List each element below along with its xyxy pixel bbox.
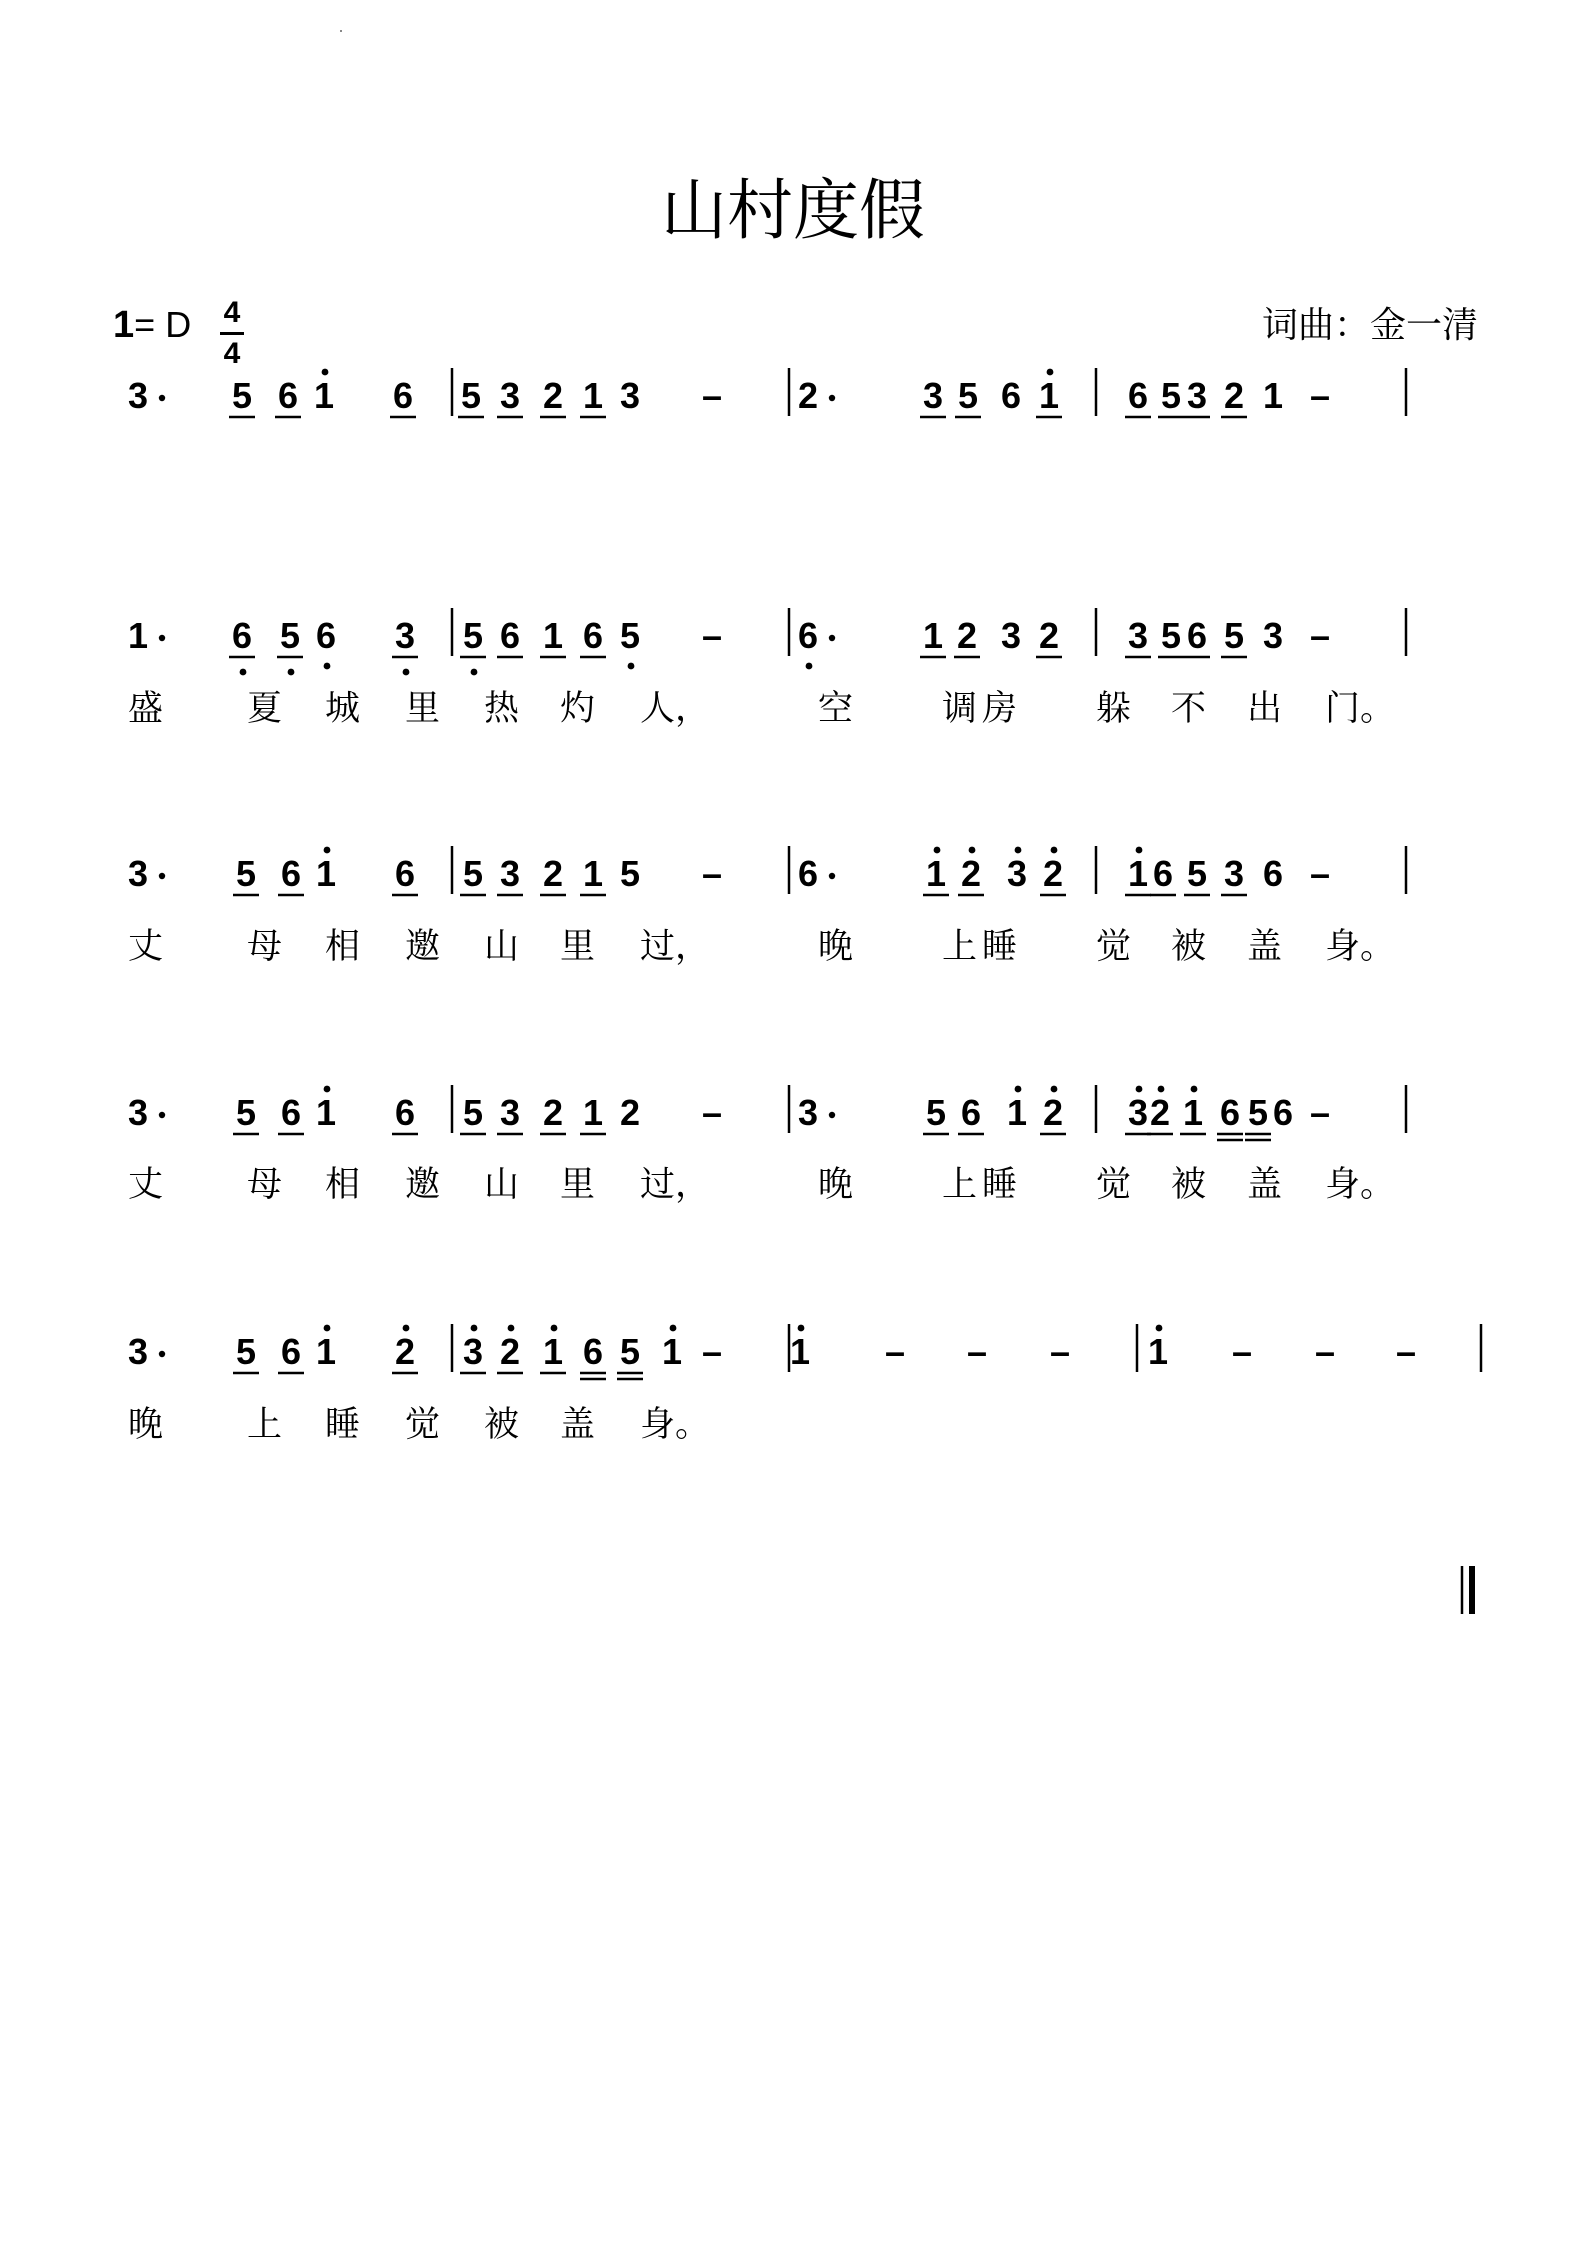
note: 1 (313, 375, 335, 416)
octave-up-dot (1136, 1086, 1143, 1093)
note: 5 (1223, 615, 1245, 656)
augmentation-dot (159, 873, 165, 879)
note: 3 (1223, 853, 1245, 894)
lyric-char: 里 (560, 927, 596, 967)
song-title: 山村度假 (661, 172, 925, 249)
lyric-char: 丈 (128, 927, 164, 967)
hold-dash: – (966, 1331, 988, 1372)
note: 6 (1152, 853, 1174, 894)
note: 1 (315, 853, 337, 894)
note: 6 (394, 853, 416, 894)
note: 1 (542, 1331, 564, 1372)
note: 6 (499, 615, 521, 656)
note: 3 (499, 1092, 521, 1133)
lyric-char: 热 (484, 689, 520, 729)
lyric-char: 被 (484, 1405, 520, 1445)
lyric-char: 城 (325, 689, 361, 729)
lyric-char: 被 (1171, 927, 1207, 967)
note: 2 (1042, 853, 1064, 894)
hold-dash: – (1309, 615, 1331, 656)
lyric-char: 丈 (128, 1165, 164, 1205)
lyric-char: 身。 (1325, 1165, 1396, 1205)
octave-up-dot (1015, 847, 1022, 854)
note: 2 (956, 615, 978, 656)
hold-dash: – (1231, 1331, 1253, 1372)
note: 5 (1247, 1092, 1269, 1133)
octave-up-dot (1051, 847, 1058, 854)
note: 2 (1223, 375, 1245, 416)
note: 5 (235, 1092, 257, 1133)
note: 2 (394, 1331, 416, 1372)
octave-up-dot (1156, 1325, 1163, 1332)
note: 2 (542, 375, 564, 416)
lyric-char: 相 (325, 927, 361, 967)
note: 3 (127, 1331, 149, 1372)
hold-dash: – (884, 1331, 906, 1372)
octave-up-dot (324, 1325, 331, 1332)
note: 3 (1127, 1092, 1149, 1133)
note: 1 (542, 615, 564, 656)
augmentation-dot (159, 395, 165, 401)
note: 3 (1006, 853, 1028, 894)
lyric-char: 睡 (982, 1165, 1018, 1205)
lyric-char: 门。 (1325, 689, 1396, 729)
lyric-char: 睡 (325, 1405, 361, 1445)
octave-down-dot (403, 669, 410, 676)
lyric-char: 邀 (405, 927, 441, 967)
note: 3 (619, 375, 641, 416)
octave-down-dot (471, 669, 478, 676)
note: 5 (235, 1331, 257, 1372)
note: 6 (1127, 375, 1149, 416)
note: 5 (1160, 615, 1182, 656)
note: 6 (280, 853, 302, 894)
note: 5 (925, 1092, 947, 1133)
lyric-char: 房 (982, 689, 1018, 729)
note: 5 (619, 853, 641, 894)
note: 2 (1149, 1092, 1171, 1133)
note: 2 (619, 1092, 641, 1133)
note: 1 (1006, 1092, 1028, 1133)
note: 5 (957, 375, 979, 416)
note: 1 (582, 853, 604, 894)
note: 6 (1272, 1092, 1294, 1133)
hold-dash: – (701, 1331, 723, 1372)
lyric-char: 调 (942, 689, 978, 729)
note: 5 (619, 615, 641, 656)
octave-up-dot (969, 847, 976, 854)
note: 2 (542, 853, 564, 894)
note: 1 (1147, 1331, 1169, 1372)
lyric-char: 灼 (560, 689, 596, 729)
note: 5 (235, 853, 257, 894)
note: 5 (460, 375, 482, 416)
hold-dash: – (1309, 853, 1331, 894)
augmentation-dot (829, 1112, 835, 1118)
lyric-char: 被 (1171, 1165, 1207, 1205)
lyric-char: 躲 (1096, 689, 1132, 729)
lyric-char: 母 (247, 1165, 283, 1205)
note: 3 (1127, 615, 1149, 656)
lyric-char: 母 (247, 927, 283, 967)
note: 6 (1186, 615, 1208, 656)
lyric-char: 夏 (247, 689, 283, 729)
octave-up-dot (670, 1325, 677, 1332)
hold-dash: – (1309, 375, 1331, 416)
lyric-char: 邀 (405, 1165, 441, 1205)
octave-up-dot (471, 1325, 478, 1332)
augmentation-dot (829, 635, 835, 641)
note: 5 (462, 853, 484, 894)
lyric-char: 过， (640, 927, 711, 967)
note: 1 (582, 375, 604, 416)
hold-dash: – (1314, 1331, 1336, 1372)
credit-line: 词曲：金一清 (1261, 305, 1478, 346)
note: 2 (797, 375, 819, 416)
key-equals: = (134, 304, 156, 345)
lyric-char: 里 (560, 1165, 596, 1205)
note: 5 (462, 615, 484, 656)
note: 3 (797, 1092, 819, 1133)
augmentation-dot (159, 635, 165, 641)
lyric-char: 上 (942, 1165, 978, 1205)
note: 1 (127, 615, 149, 656)
note: 3 (394, 615, 416, 656)
note: 6 (277, 375, 299, 416)
note: 1 (922, 615, 944, 656)
octave-up-dot (798, 1325, 805, 1332)
note: 3 (127, 853, 149, 894)
key-name: D (165, 304, 192, 345)
note: 5 (1160, 375, 1182, 416)
lyric-char: 上 (247, 1405, 283, 1445)
octave-down-dot (324, 663, 331, 670)
augmentation-dot (829, 873, 835, 879)
note: 2 (499, 1331, 521, 1372)
note: 3 (127, 375, 149, 416)
note: 5 (619, 1331, 641, 1372)
note: 3 (127, 1092, 149, 1133)
lyric-char: 盖 (560, 1405, 596, 1445)
note: 1 (789, 1331, 811, 1372)
lyric-char: 山 (484, 927, 520, 967)
note: 6 (315, 615, 337, 656)
hold-dash: – (701, 1092, 723, 1133)
time-denominator: 4 (223, 337, 241, 370)
note: 5 (231, 375, 253, 416)
octave-up-dot (324, 1086, 331, 1093)
note: 1 (1127, 853, 1149, 894)
octave-up-dot (403, 1325, 410, 1332)
hold-dash: – (701, 615, 723, 656)
octave-up-dot (1158, 1086, 1165, 1093)
lyric-char: 身。 (1325, 927, 1396, 967)
note: 3 (1000, 615, 1022, 656)
octave-up-dot (1015, 1086, 1022, 1093)
note: 5 (462, 1092, 484, 1133)
octave-up-dot (322, 369, 329, 376)
octave-up-dot (934, 847, 941, 854)
note: 6 (280, 1331, 302, 1372)
octave-up-dot (324, 847, 331, 854)
octave-up-dot (1047, 369, 1054, 376)
augmentation-dot (159, 1351, 165, 1357)
lyric-char: 空 (818, 689, 854, 729)
lyric-char: 睡 (982, 927, 1018, 967)
note: 3 (499, 853, 521, 894)
augmentation-dot (829, 395, 835, 401)
note: 1 (315, 1331, 337, 1372)
octave-down-dot (288, 669, 295, 676)
lyric-char: 晚 (818, 927, 854, 967)
note: 6 (280, 1092, 302, 1133)
lyric-char: 过， (640, 1165, 711, 1205)
octave-up-dot (551, 1325, 558, 1332)
lyric-char: 晚 (128, 1405, 164, 1445)
lyric-char: 觉 (1096, 927, 1132, 967)
octave-up-dot (1136, 847, 1143, 854)
note: 1 (1182, 1092, 1204, 1133)
hold-dash: – (701, 375, 723, 416)
lyric-char: 觉 (1096, 1165, 1132, 1205)
lyric-char: 山 (484, 1165, 520, 1205)
lyric-char: 人， (640, 689, 711, 729)
hold-dash: – (701, 853, 723, 894)
note: 5 (279, 615, 301, 656)
note: 1 (315, 1092, 337, 1133)
note: 5 (1186, 853, 1208, 894)
lyric-char: 盖 (1247, 1165, 1283, 1205)
note: 6 (392, 375, 414, 416)
note: 6 (231, 615, 253, 656)
note: 6 (797, 853, 819, 894)
octave-down-dot (628, 663, 635, 670)
lyric-char: 出 (1247, 689, 1283, 729)
lyric-char: 上 (942, 927, 978, 967)
lyric-char: 身。 (640, 1405, 711, 1445)
lyric-char: 里 (405, 689, 441, 729)
note: 1 (582, 1092, 604, 1133)
lyric-char: 晚 (818, 1165, 854, 1205)
augmentation-dot (159, 1112, 165, 1118)
note: 6 (582, 1331, 604, 1372)
note: 6 (394, 1092, 416, 1133)
hold-dash: – (1395, 1331, 1417, 1372)
octave-down-dot (240, 669, 247, 676)
key-tonic: 1 (113, 304, 135, 346)
octave-down-dot (806, 663, 813, 670)
time-numerator: 4 (223, 296, 241, 329)
note: 3 (922, 375, 944, 416)
note: 1 (661, 1331, 683, 1372)
note: 2 (1038, 615, 1060, 656)
note: 2 (960, 853, 982, 894)
hold-dash: – (1049, 1331, 1071, 1372)
note: 3 (499, 375, 521, 416)
note: 6 (1219, 1092, 1241, 1133)
octave-up-dot (1191, 1086, 1198, 1093)
lyric-char: 不 (1171, 689, 1207, 729)
note: 6 (582, 615, 604, 656)
note: 1 (1262, 375, 1284, 416)
note: 6 (797, 615, 819, 656)
lyric-char: 觉 (405, 1405, 441, 1445)
octave-up-dot (508, 1325, 515, 1332)
note: 6 (960, 1092, 982, 1133)
lyric-char: 盛 (128, 689, 164, 729)
note: 6 (1000, 375, 1022, 416)
lyric-char: 盖 (1247, 927, 1283, 967)
note: 6 (1262, 853, 1284, 894)
hold-dash: – (1309, 1092, 1331, 1133)
note: 2 (542, 1092, 564, 1133)
note: 2 (1042, 1092, 1064, 1133)
note: 1 (1038, 375, 1060, 416)
note: 3 (462, 1331, 484, 1372)
octave-up-dot (1051, 1086, 1058, 1093)
lyric-char: 相 (325, 1165, 361, 1205)
note: 3 (1262, 615, 1284, 656)
note: 1 (925, 853, 947, 894)
note: 3 (1186, 375, 1208, 416)
